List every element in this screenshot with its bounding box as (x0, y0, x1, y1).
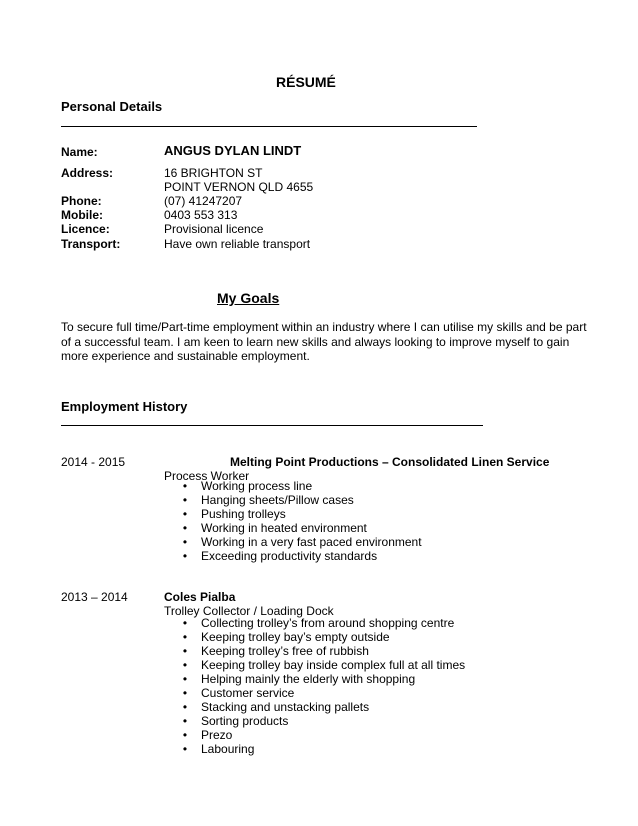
bullet-icon: • (182, 700, 188, 714)
list-item: • Working in heated environment (178, 521, 422, 535)
list-item: • Keeping trolley bay inside complex full at all times (178, 658, 465, 672)
job-dates: 2013 – 2014 (61, 590, 128, 604)
goals-heading: My Goals (217, 290, 280, 306)
job-role: Trolley Collector / Loading Dock (164, 604, 334, 618)
bullet-icon: • (182, 742, 188, 756)
job-duties-list (178, 479, 422, 563)
bullet-icon: • (182, 686, 188, 700)
name-value: ANGUS DYLAN LINDT (164, 143, 302, 158)
job-company: Coles Pialba (164, 590, 236, 604)
bullet-icon: • (182, 714, 188, 728)
bullet-icon: • (182, 672, 188, 686)
list-item: • Helping mainly the elderly with shopping (178, 672, 465, 686)
mobile-label: Mobile: (61, 208, 103, 222)
bullet-icon: • (182, 507, 188, 521)
job-company: Melting Point Productions – Consolidated Linen Service (230, 455, 550, 469)
list-item: • Stacking and unstacking pallets (178, 700, 465, 714)
phone-value: (07) 41247207 (164, 194, 243, 208)
bullet-icon: • (182, 521, 188, 535)
list-item: • Keeping trolley’s free of rubbish (178, 644, 465, 658)
goals-text: To secure full time/Part-time employment within an industry where I can utilise my skills and be part of a successful team. I am keen to learn new skills and always looking to improve myself to gain more experience and sustainable employment. (61, 320, 587, 363)
bullet-icon: • (182, 616, 188, 630)
name-label: Name: (61, 145, 98, 159)
list-item: • Exceeding productivity standards (178, 549, 422, 563)
list-item: • Working in a very fast paced environment (178, 535, 422, 549)
mobile-value: 0403 553 313 (164, 208, 238, 222)
list-item: • Pushing trolleys (178, 507, 422, 521)
job-duties-list (178, 616, 465, 756)
section-rule (61, 126, 477, 127)
address-line-2: POINT VERNON QLD 4655 (164, 180, 314, 194)
address-line-1: 16 BRIGHTON ST (164, 166, 263, 180)
job-role: Process Worker (164, 469, 250, 483)
bullet-icon: • (182, 479, 188, 493)
list-item: • Working process line (178, 479, 422, 493)
personal-details-heading: Personal Details (61, 99, 163, 114)
bullet-icon: • (182, 535, 188, 549)
list-item: • Sorting products (178, 714, 465, 728)
bullet-icon: • (182, 630, 188, 644)
list-item: • Customer service (178, 686, 465, 700)
list-item: • Keeping trolley bay’s empty outside (178, 630, 465, 644)
section-rule (61, 425, 483, 426)
list-item: • Prezo (178, 728, 465, 742)
licence-label: Licence: (61, 222, 110, 236)
employment-heading: Employment History (61, 399, 188, 414)
transport-label: Transport: (61, 237, 121, 251)
job-dates: 2014 - 2015 (61, 455, 126, 469)
licence-value: Provisional licence (164, 222, 264, 236)
bullet-icon: • (182, 644, 188, 658)
list-item: • Collecting trolley’s from around shopping centre (178, 616, 465, 630)
bullet-icon: • (182, 549, 188, 563)
bullet-icon: • (182, 493, 188, 507)
bullet-icon: • (182, 728, 188, 742)
list-item: • Labouring (178, 742, 465, 756)
document-title: RÉSUMÉ (276, 74, 336, 90)
transport-value: Have own reliable transport (164, 237, 311, 251)
address-label: Address: (61, 166, 114, 180)
list-item: • Hanging sheets/Pillow cases (178, 493, 422, 507)
phone-label: Phone: (61, 194, 102, 208)
bullet-icon: • (182, 658, 188, 672)
